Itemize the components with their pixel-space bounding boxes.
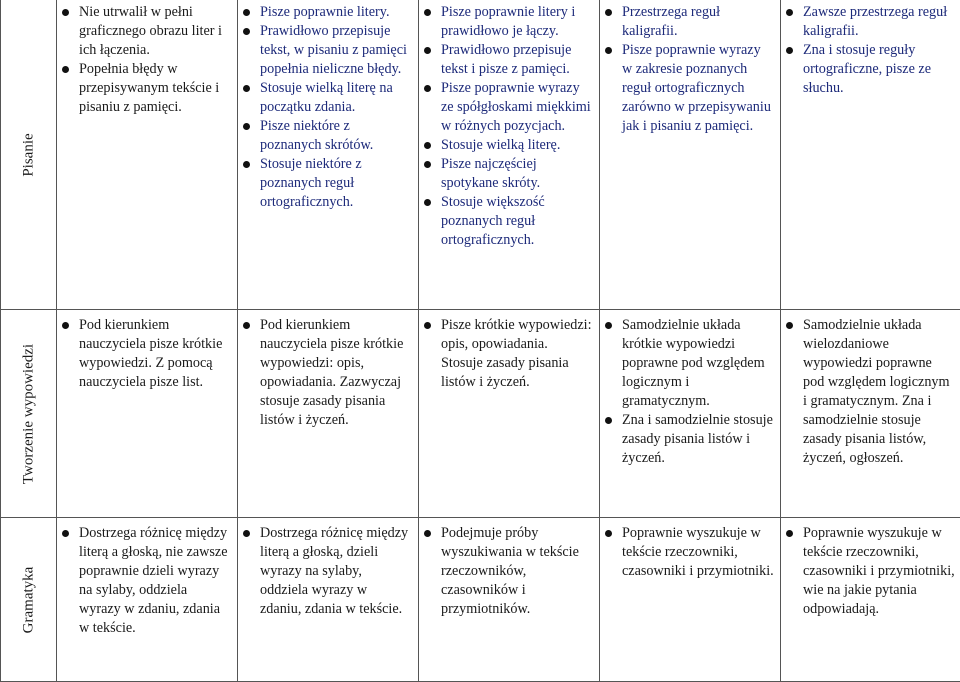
row-header bbox=[1, 518, 57, 682]
row-header bbox=[1, 0, 57, 310]
grade-cell bbox=[600, 518, 781, 682]
criteria-list bbox=[600, 0, 780, 136]
criterion-item: Pisze poprawnie litery i prawidłowo je łączy. bbox=[419, 3, 599, 41]
row-label: Tworzenie wypowiedzi bbox=[20, 343, 36, 484]
criterion-item: Pod kierunkiem nauczyciela pisze krótkie wypowiedzi. Z pomocą nauczyciela pisze list. bbox=[57, 316, 237, 392]
criterion-item: Prawidłowo przepisuje tekst, w pisaniu z pamięci popełnia nieliczne błędy. bbox=[238, 22, 418, 79]
criterion-item: Dostrzega różnicę między literą a głoską, nie zawsze poprawnie dzieli wyrazy na sylaby, oddziela wyrazy w zdaniu, zdania w tekście. bbox=[57, 524, 237, 638]
criterion-item: Dostrzega różnicę między literą a głoską, dzieli wyrazy na sylaby, oddziela wyrazy w zdaniu, zdania w tekście. bbox=[238, 524, 418, 619]
grade-cell bbox=[600, 310, 781, 518]
criteria-list bbox=[57, 0, 237, 117]
criterion-item: Pisze niektóre z poznanych skrótów. bbox=[238, 117, 418, 155]
criterion-item: Pisze poprawnie wyrazy ze spółgłoskami miękkimi w różnych pozycjach. bbox=[419, 79, 599, 136]
criteria-list bbox=[238, 0, 418, 212]
grade-cell bbox=[57, 0, 238, 310]
grade-cell bbox=[419, 518, 600, 682]
criterion-item: Stosuje wielką literę. bbox=[419, 136, 599, 155]
criteria-list bbox=[57, 518, 237, 638]
grade-cell bbox=[238, 518, 419, 682]
criterion-item: Stosuje wielką literę na początku zdania. bbox=[238, 79, 418, 117]
grade-cell bbox=[781, 0, 960, 310]
grade-cell bbox=[57, 310, 238, 518]
row-tworzenie-wypowiedzi bbox=[1, 310, 960, 518]
criterion-item: Popełnia błędy w przepisywanym tekście i pisaniu z pamięci. bbox=[57, 60, 237, 117]
criterion-item: Stosuje większość poznanych reguł ortograficznych. bbox=[419, 193, 599, 250]
criterion-item: Zna i stosuje reguły ortograficzne, pisze ze słuchu. bbox=[781, 41, 960, 98]
criterion-item: Pisze poprawnie wyrazy w zakresie poznanych reguł ortograficznych zarówno w przepisywaniu jak i pisaniu z pamięci. bbox=[600, 41, 780, 136]
grade-cell bbox=[419, 310, 600, 518]
criterion-item: Zawsze przestrzega reguł kaligrafii. bbox=[781, 3, 960, 41]
criterion-item: Pisze krótkie wypowiedzi: opis, opowiadania. Stosuje zasady pisania listów i życzeń. bbox=[419, 316, 599, 392]
criterion-item: Podejmuje próby wyszukiwania w tekście rzeczowników, czasowników i przymiotników. bbox=[419, 524, 599, 619]
criteria-list bbox=[781, 310, 960, 468]
criterion-item: Pod kierunkiem nauczyciela pisze krótkie wypowiedzi: opis, opowiadania. Zazwyczaj stosuje zasady pisania listów i życzeń. bbox=[238, 316, 418, 430]
grade-cell bbox=[781, 518, 960, 682]
criterion-item: Samodzielnie układa krótkie wypowiedzi poprawne pod względem logicznym i gramatycznym. bbox=[600, 316, 780, 411]
row-label: Gramatyka bbox=[20, 566, 36, 633]
grade-cell bbox=[600, 0, 781, 310]
grade-cell bbox=[238, 310, 419, 518]
row-gramatyka bbox=[1, 518, 960, 682]
criterion-item: Pisze najczęściej spotykane skróty. bbox=[419, 155, 599, 193]
criterion-item: Zna i samodzielnie stosuje zasady pisania listów i życzeń. bbox=[600, 411, 780, 468]
criterion-item: Poprawnie wyszukuje w tekście rzeczowniki, czasowniki i przymiotniki, wie na jakie pytania odpowiadają. bbox=[781, 524, 960, 619]
row-pisanie bbox=[1, 0, 960, 310]
grade-cell bbox=[419, 0, 600, 310]
criteria-list bbox=[781, 0, 960, 98]
criterion-item: Prawidłowo przepisuje tekst i pisze z pamięci. bbox=[419, 41, 599, 79]
criteria-list bbox=[600, 518, 780, 581]
criteria-list bbox=[57, 310, 237, 392]
criterion-item: Stosuje niektóre z poznanych reguł ortograficznych. bbox=[238, 155, 418, 212]
criterion-item: Poprawnie wyszukuje w tekście rzeczowniki, czasowniki i przymiotniki. bbox=[600, 524, 780, 581]
criteria-list bbox=[238, 518, 418, 619]
criteria-list bbox=[600, 310, 780, 468]
criterion-item: Samodzielnie układa wielozdaniowe wypowiedzi poprawne pod względem logicznym i gramatycznym. Zna i samodzielnie stosuje zasady pisania listów, życzeń, ogłoszeń. bbox=[781, 316, 960, 468]
criterion-item: Nie utrwalił w pełni graficznego obrazu liter i ich łączenia. bbox=[57, 3, 237, 60]
grade-cell bbox=[238, 0, 419, 310]
criteria-list bbox=[419, 0, 599, 250]
criteria-list bbox=[419, 310, 599, 392]
criteria-list bbox=[238, 310, 418, 430]
criterion-item: Pisze poprawnie litery. bbox=[238, 3, 418, 22]
criteria-list bbox=[419, 518, 599, 619]
criterion-item: Przestrzega reguł kaligrafii. bbox=[600, 3, 780, 41]
row-label: Pisanie bbox=[20, 132, 36, 177]
grade-cell bbox=[57, 518, 238, 682]
grade-cell bbox=[781, 310, 960, 518]
criteria-list bbox=[781, 518, 960, 619]
row-header bbox=[1, 310, 57, 518]
